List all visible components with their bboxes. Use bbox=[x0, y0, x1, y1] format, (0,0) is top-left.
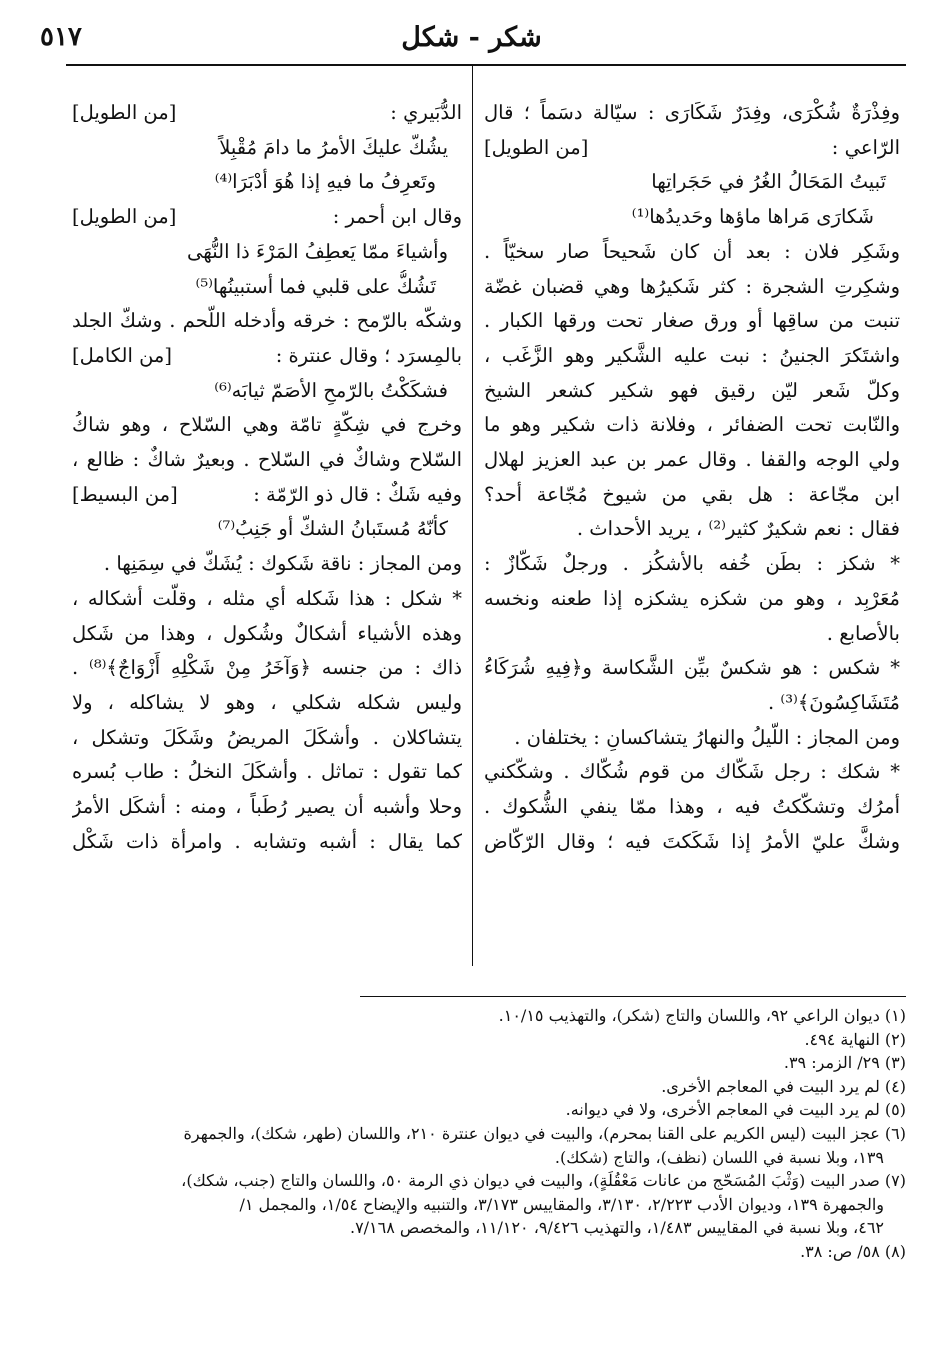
line-text: * شكز : بطَن خُفه بالأشكُز . ورجلٌ شَكّازٌ : bbox=[484, 552, 900, 576]
line-text: الدُّبَيري : bbox=[390, 101, 462, 124]
text-line bbox=[72, 200, 462, 235]
footnote-line: والجمهرة ١٣٩، وديوان الأدب ٢/٢٢٣، ٣/١٣٠، والمقاييس ٣/١٧٣، والتنبيه والإيضاح ١/٥٤، والمجمل ١/ bbox=[239, 1194, 884, 1214]
line-text: * شكس : هو شكسٌ بيِّن الشَّكاسة و﴿فِيهِ شُرَكَاءُ bbox=[484, 656, 900, 680]
footnote-line: (٦) عجز البيت (ليس الكريم على القنا بمحرم)، والبيت في ديوان عنترة ٢١٠، واللسان (طهر، شكك)، والجمهرة bbox=[183, 1123, 906, 1143]
text-line bbox=[484, 478, 900, 513]
text-line bbox=[72, 478, 462, 513]
text-line bbox=[72, 790, 462, 825]
line-text: والنّابت تحت الضفائر ، وفلانة ذات شكير وهو ما bbox=[484, 413, 900, 437]
text-line bbox=[72, 96, 462, 131]
line-text: كما تقول : تماثل . وأشكَلَ النخلُ : طاب بُسره bbox=[72, 760, 462, 784]
line-text: وتَعرِفُ ما فيهِ إذا هُوَ أدْبَرَا⁽⁴⁾ bbox=[214, 170, 436, 194]
text-line bbox=[484, 790, 900, 825]
line-text: السّلاح وشاكٌ في السّلاح . وبعيرٌ شاكٌ : ظالع ، bbox=[72, 448, 462, 472]
line-text: وشكِرتِ الشجرة : كثر شَكيرُها وهي قضبان غضّة bbox=[484, 274, 900, 298]
text-line bbox=[72, 339, 462, 374]
poem-verse bbox=[72, 270, 462, 305]
text-line bbox=[484, 131, 900, 166]
poem-verse bbox=[484, 200, 900, 235]
text-line bbox=[484, 304, 900, 339]
line-text: وشَكِر فلان : بعد أن كان شَحيحاً صار سخيّاً . bbox=[484, 239, 900, 263]
text-line bbox=[484, 721, 900, 756]
column-divider bbox=[472, 66, 473, 966]
footnote-line: ٤٦٢، وبلا نسبة في المقاييس ١/٤٨٣، والتهذيب ٩/٤٢٦، ١١/١٢٠، والمخصص ٧/١٦٨. bbox=[349, 1218, 884, 1238]
line-text: أمرُك وتشكّكتُ فيه ، وهذا ممّا ينفي الشُّكوك . bbox=[484, 795, 900, 819]
line-text: وهذه الأشياء أشكالٌ وشُكول ، وهذا من شَكل bbox=[72, 621, 462, 645]
line-text: بالمِسرَد ؛ وقال عنترة : bbox=[275, 343, 462, 367]
page-number: ٥١٧ bbox=[40, 22, 82, 52]
line-text: تَشُكُّ على قلبي فما أستبينُها⁽⁵⁾ bbox=[195, 274, 436, 298]
footnote-line: (٧) صدر البيت (وَثْبَ المُسَحّج من عانات مَعْقُلَةٍ)، والبيت في ديوان ذي الرمة ٥٠، واللسان والتاج (جنب، شكك)، bbox=[181, 1171, 906, 1191]
line-text: وكلّ شَعر ليّن رقيق فهو شكير كشعر الشيخ bbox=[484, 378, 900, 402]
text-line bbox=[72, 755, 462, 790]
line-text: الرّاعي : bbox=[831, 135, 900, 159]
line-text: وليس شكله شكلي ، وهو لا يشاكله ، ولا bbox=[72, 690, 462, 714]
line-text: واشتَكرَ الجنينُ : نبت عليه الشَّكير وهو الزَّغَب ، bbox=[484, 343, 900, 367]
footnote-line: (٣) ٢٩/ الزمر: ٣٩. bbox=[783, 1053, 906, 1073]
poem-verse bbox=[72, 512, 462, 547]
text-line bbox=[72, 686, 462, 721]
line-text: شَكارَى مَراها ماؤها وحَديدُها⁽¹⁾ bbox=[631, 205, 874, 229]
line-text: بالأصابع . bbox=[826, 621, 900, 645]
text-line bbox=[72, 443, 462, 478]
line-text: تنبت من ساقِها أو ورق صغار تحت ورقها الكبار . bbox=[484, 309, 900, 333]
line-text: وخرج في شِكّةٍ تامّة وهي السّلاح ، وهو شاكُ bbox=[72, 413, 462, 437]
line-text: مُتَشَاكِسُونَ﴾⁽³⁾ . bbox=[768, 690, 900, 714]
footnote-line: (١) ديوان الراعي ٩٢، واللسان والتاج (شكر)، والتهذيب ١٠/١٥. bbox=[498, 1006, 906, 1025]
footnote-line: ١٣٩، وبلا نسبة في اللسان (نظف)، والتاج (شكك). bbox=[554, 1147, 884, 1167]
footnotes bbox=[72, 1004, 906, 1264]
poem-verse bbox=[72, 235, 462, 270]
line-text: مُعَرْبِد ، وهو من شكزه يشكزه إذا طعنه ونخسه bbox=[484, 586, 900, 610]
text-line bbox=[484, 582, 900, 617]
line-text: وحلا وأشبه أن يصير رُطَباً ، ومنه : أشكَل الأمرُ bbox=[72, 795, 462, 819]
line-text: وأشياءَ ممّا يَعطِفُ المَرْءَ ذا النُّهَى bbox=[187, 239, 448, 263]
poetic-meter-label: [من الطويل] bbox=[72, 205, 177, 229]
line-text: فقال : نعم شكيرٌ كثير⁽²⁾ ، يريد الأحداث . bbox=[576, 517, 900, 541]
line-text: ومن المجاز : اللّيلُ والنهارُ يتشاكسانِ : يختلفان . bbox=[514, 725, 900, 749]
line-text: ابن مجّاعة : هل بقي من شيوخ مُجّاعة أحد؟ bbox=[484, 482, 900, 506]
line-text: ومن المجاز : ناقة شَكوك : يُشَكّ في سِمَنِها . bbox=[103, 552, 462, 576]
line-text: * شكل : هذا شَكله أي مثله ، وقلّت أشكاله ، bbox=[72, 586, 462, 610]
poem-verse bbox=[72, 374, 462, 409]
line-text: فشكَكْتُ بالرّمحِ الأصَمّ ثيابَه⁽⁶⁾ bbox=[214, 378, 448, 402]
line-text: يتشاكلان . وأشكَلَ المريضُ وشَكَلَ وتشكل ، bbox=[72, 725, 462, 749]
left-column bbox=[72, 96, 462, 859]
header-rule bbox=[66, 64, 906, 66]
text-line bbox=[484, 374, 900, 409]
text-line bbox=[484, 547, 900, 582]
poetic-meter-label: [من البسيط] bbox=[72, 482, 178, 506]
text-line bbox=[484, 825, 900, 860]
text-line bbox=[72, 304, 462, 339]
poem-verse bbox=[72, 165, 462, 200]
text-line bbox=[484, 339, 900, 374]
text-line bbox=[484, 512, 900, 547]
text-line bbox=[484, 617, 900, 652]
line-text: كما يقال : أشبه وتشابه . وامرأة ذات شَكْل bbox=[72, 829, 462, 853]
line-text: * شكك : رجل شَكّاك من قوم شُكّاك . وشكّكني bbox=[484, 760, 900, 784]
poetic-meter-label: [من الطويل] bbox=[72, 101, 177, 124]
line-text: وفيه شَكٌ : قال ذو الرّمّة : bbox=[253, 482, 462, 506]
text-line bbox=[484, 270, 900, 305]
line-text: يشُكّ عليكَ الأمرُ ما دامَ مُقْبِلاً bbox=[219, 135, 448, 159]
line-text: ذاك : من جنسه ﴿وَآخَرُ مِنْ شَكْلِهِ أَزْوَاجٌ﴾⁽⁸⁾ . bbox=[72, 656, 462, 680]
poem-verse bbox=[72, 131, 462, 166]
text-line bbox=[72, 721, 462, 756]
line-text: تَبيتُ المَحَالُ الغُرُ في حَجَراتِها bbox=[651, 170, 886, 194]
text-line bbox=[484, 755, 900, 790]
text-line bbox=[72, 547, 462, 582]
text-line bbox=[72, 582, 462, 617]
poetic-meter-label: [من الكامل] bbox=[72, 343, 172, 367]
text-line bbox=[72, 617, 462, 652]
text-line bbox=[484, 96, 900, 131]
footnote-line: (٥) لم يرد البيت في المعاجم الأخرى، ولا في ديوانه. bbox=[565, 1100, 906, 1120]
text-line bbox=[484, 443, 900, 478]
text-line bbox=[484, 235, 900, 270]
line-text: ولي الوجه والقفا . وقال عمر بن عبد العزيز لهلال bbox=[484, 448, 900, 472]
footnote-line: (٨) ٥٨/ ص: ٣٨. bbox=[800, 1241, 906, 1261]
right-column bbox=[484, 96, 900, 859]
text-line bbox=[484, 686, 900, 721]
text-line bbox=[484, 651, 900, 686]
line-text: وشكَّ عليّ الأمرُ إذا شَكَكتَ فيه ؛ وقال الرّكّاض bbox=[484, 829, 900, 853]
text-line bbox=[72, 651, 462, 686]
page-title: شكر - شكل bbox=[401, 22, 542, 53]
text-line bbox=[484, 408, 900, 443]
text-line bbox=[72, 408, 462, 443]
footnote-rule bbox=[360, 996, 906, 997]
poetic-meter-label: [من الطويل] bbox=[484, 135, 589, 159]
line-text: وقال ابن أحمر : bbox=[332, 205, 462, 229]
page-header bbox=[0, 22, 943, 62]
line-text: وفِذْرَةٌ شُكْرَى، وفِدَرٌ شَكَارَى : سيّالة دسَماً ؛ قال bbox=[484, 101, 900, 124]
footnote-line: (٤) لم يرد البيت في المعاجم الأخرى. bbox=[661, 1076, 906, 1096]
footnote-line: (٢) النهاية ٤٩٤. bbox=[804, 1029, 906, 1049]
line-text: وشكّه بالرّمح : خرقه وأدخله اللّحم . وشكّ الجلد bbox=[72, 309, 462, 333]
poem-verse bbox=[484, 165, 900, 200]
line-text: كأنّهُ مُستَبانُ الشكّ أو جَنِبُ⁽⁷⁾ bbox=[217, 517, 448, 541]
text-line bbox=[72, 825, 462, 860]
